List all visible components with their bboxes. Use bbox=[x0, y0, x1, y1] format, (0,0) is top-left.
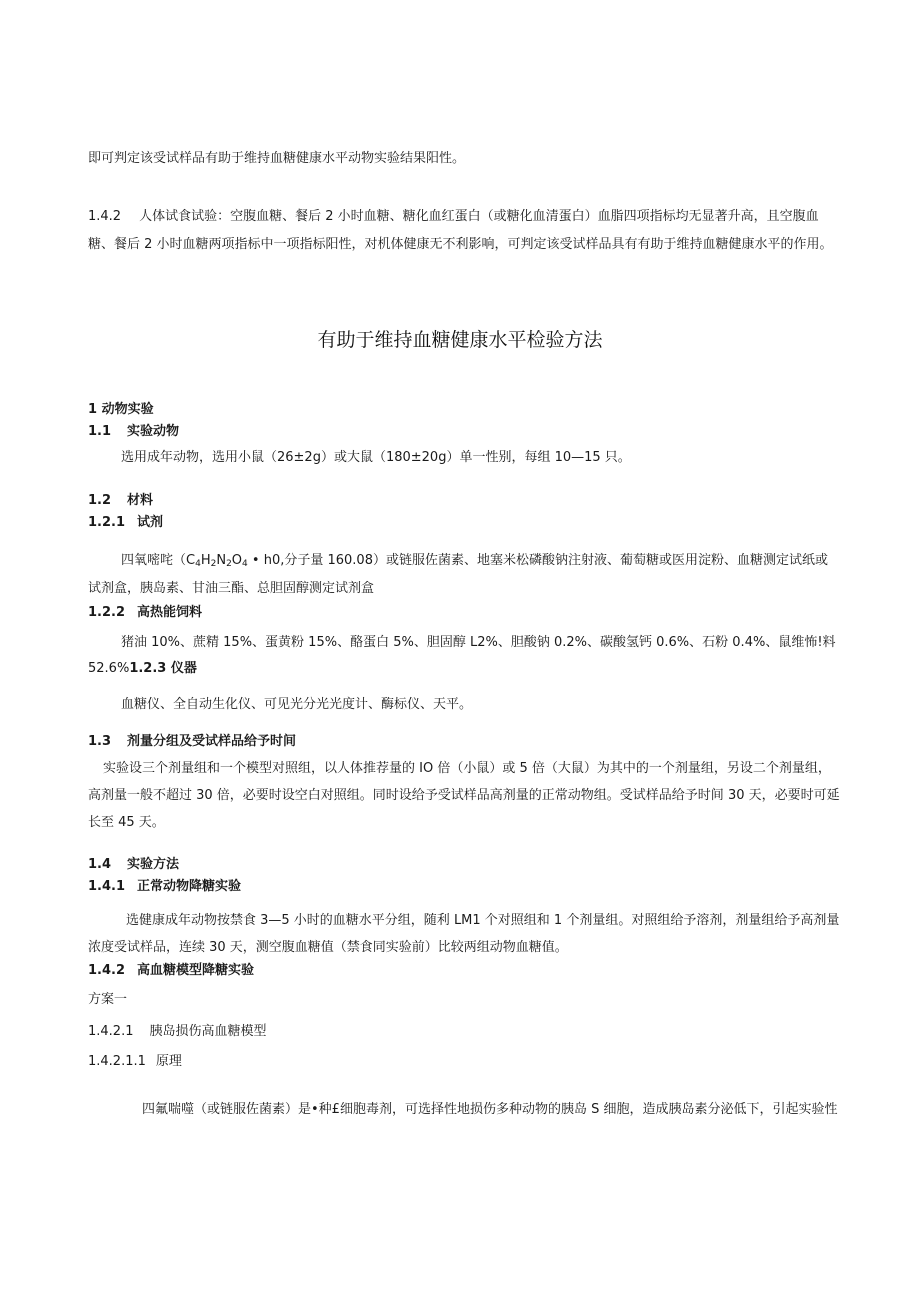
section-title: 实验方法 bbox=[127, 857, 180, 872]
text-line bbox=[88, 1023, 267, 1041]
text-line: 猪油 10%、蔗精 15%、蛋黄粉 15%、酪蛋白 5%、胆固醇 L2%、胆酸钠 0.2%、碳酸氢钙 0.6%、石粉 0.4%、鼠维怖!料 bbox=[121, 635, 836, 650]
paragraph-text: 人体试食试验：空腹血糖、餐后 2 小时血糖、糖化血红蛋白（或糖化血清蛋白）血脂四项指标均无显著升高，且空腹血 bbox=[139, 209, 819, 224]
section-title: 原理 bbox=[155, 1054, 182, 1069]
text-line bbox=[88, 660, 197, 678]
text-line: 实验设三个剂量组和一个模型对照组，以人体推荐量的 IO 倍（小鼠）或 5 倍（大鼠）为其中的一个剂量组，另设二个剂量组， bbox=[103, 761, 831, 776]
section-title: 正常动物降糖实验 bbox=[137, 879, 242, 894]
section-title: 高血糖模型降糖实验 bbox=[137, 963, 255, 978]
section-number: 1.2.1 bbox=[88, 515, 126, 530]
formula-text: H bbox=[200, 553, 211, 568]
section-heading bbox=[88, 492, 153, 510]
section-title: 高热能饲料 bbox=[137, 605, 203, 620]
text-line: 选用成年动物，选用小鼠（26±2g）或大鼠（180±20g）单一性别，每组 10—15 只。 bbox=[121, 450, 631, 465]
text-line: 方案一 bbox=[88, 992, 128, 1007]
formula-subscript: 4 bbox=[242, 559, 248, 569]
section-heading bbox=[88, 962, 254, 980]
section-number: 1.4.1 bbox=[88, 879, 126, 894]
section-heading bbox=[88, 514, 163, 532]
formula-text: N bbox=[216, 553, 227, 568]
section-title: 胰岛损伤高血糖模型 bbox=[149, 1024, 267, 1039]
section-heading bbox=[88, 423, 179, 441]
page-title: 有助于维持血糖健康水平检验方法 bbox=[317, 329, 603, 351]
section-heading: 1.2.3 仪器 bbox=[129, 661, 197, 676]
text-line: 长至 45 天。 bbox=[88, 815, 165, 830]
text-line: 即可判定该受试样品有助于维持血糖健康水平动物实验结果阳性。 bbox=[88, 151, 466, 166]
formula-text: O bbox=[231, 553, 243, 568]
section-heading bbox=[88, 878, 241, 896]
text-line: 四氟喘噬（或链服佐菌素）是•种£细胞毒剂，可选择性地损伤多种动物的胰岛 S 细胞，造成胰岛素分泌低下，引起实验性 bbox=[142, 1102, 838, 1117]
text-line: 试剂盒，胰岛素、甘油三酯、总胆固醇测定试剂盒 bbox=[88, 581, 375, 596]
section-number: 1.2 bbox=[88, 493, 112, 508]
paragraph-text: 52.6% bbox=[88, 661, 130, 676]
section-title: 剂量分组及受试样品给予时间 bbox=[127, 734, 297, 749]
paragraph-text: • h0,分子量 160.08）或链服佐菌素、地塞米松磷酸钠注射液、葡萄糖或医用淀粉、血糖测定试纸或 bbox=[247, 553, 828, 568]
formula-subscript: 2 bbox=[226, 559, 232, 569]
formula-text: 四氧嘧咤（C bbox=[121, 553, 196, 568]
text-line bbox=[121, 552, 828, 570]
section-heading bbox=[88, 856, 179, 874]
section-number: 1.4.2 bbox=[88, 963, 126, 978]
section-number: 1.3 bbox=[88, 734, 112, 749]
section-number: 1.4.2.1 bbox=[88, 1024, 134, 1039]
text-line: 浓度受试样品，连续 30 天，测空腹血糖值（禁食同实验前）比较两组动物血糖值。 bbox=[88, 940, 568, 955]
text-line: 选健康成年动物按禁食 3—5 小时的血糖水平分组，随利 LM1 个对照组和 1 个剂量组。对照组给予溶剂，剂量组给予高剂量 bbox=[126, 913, 840, 928]
formula-subscript: 4 bbox=[195, 559, 201, 569]
section-number: 1.4.2.1.1 bbox=[88, 1054, 146, 1069]
section-title: 材料 bbox=[127, 493, 154, 508]
text-line bbox=[88, 1053, 182, 1071]
section-number: 1.1 bbox=[88, 424, 112, 439]
text-line: 血糖仪、全自动生化仪、可见光分光光度计、酶标仪、天平。 bbox=[121, 697, 473, 712]
section-number: 1.4 bbox=[88, 857, 112, 872]
section-title: 试剂 bbox=[137, 515, 164, 530]
text-line bbox=[88, 208, 819, 226]
section-number: 1.4.2 bbox=[88, 209, 122, 224]
section-number: 1.2.2 bbox=[88, 605, 126, 620]
formula-subscript: 2 bbox=[210, 559, 217, 569]
section-heading bbox=[88, 733, 296, 751]
text-line: 糖、餐后 2 小时血糖两项指标中一项指标阳性，对机体健康无不利影响，可判定该受试样品具有有助于维持血糖健康水平的作用。 bbox=[88, 237, 833, 252]
text-line: 高剂量一般不超过 30 倍，必要时设空白对照组。同时设给予受试样品高剂量的正常动物组。受试样品给予时间 30 天，必要时可延 bbox=[88, 788, 840, 803]
section-title: 实验动物 bbox=[127, 424, 180, 439]
section-heading: 1 动物实验 bbox=[88, 402, 154, 417]
section-heading bbox=[88, 604, 202, 622]
